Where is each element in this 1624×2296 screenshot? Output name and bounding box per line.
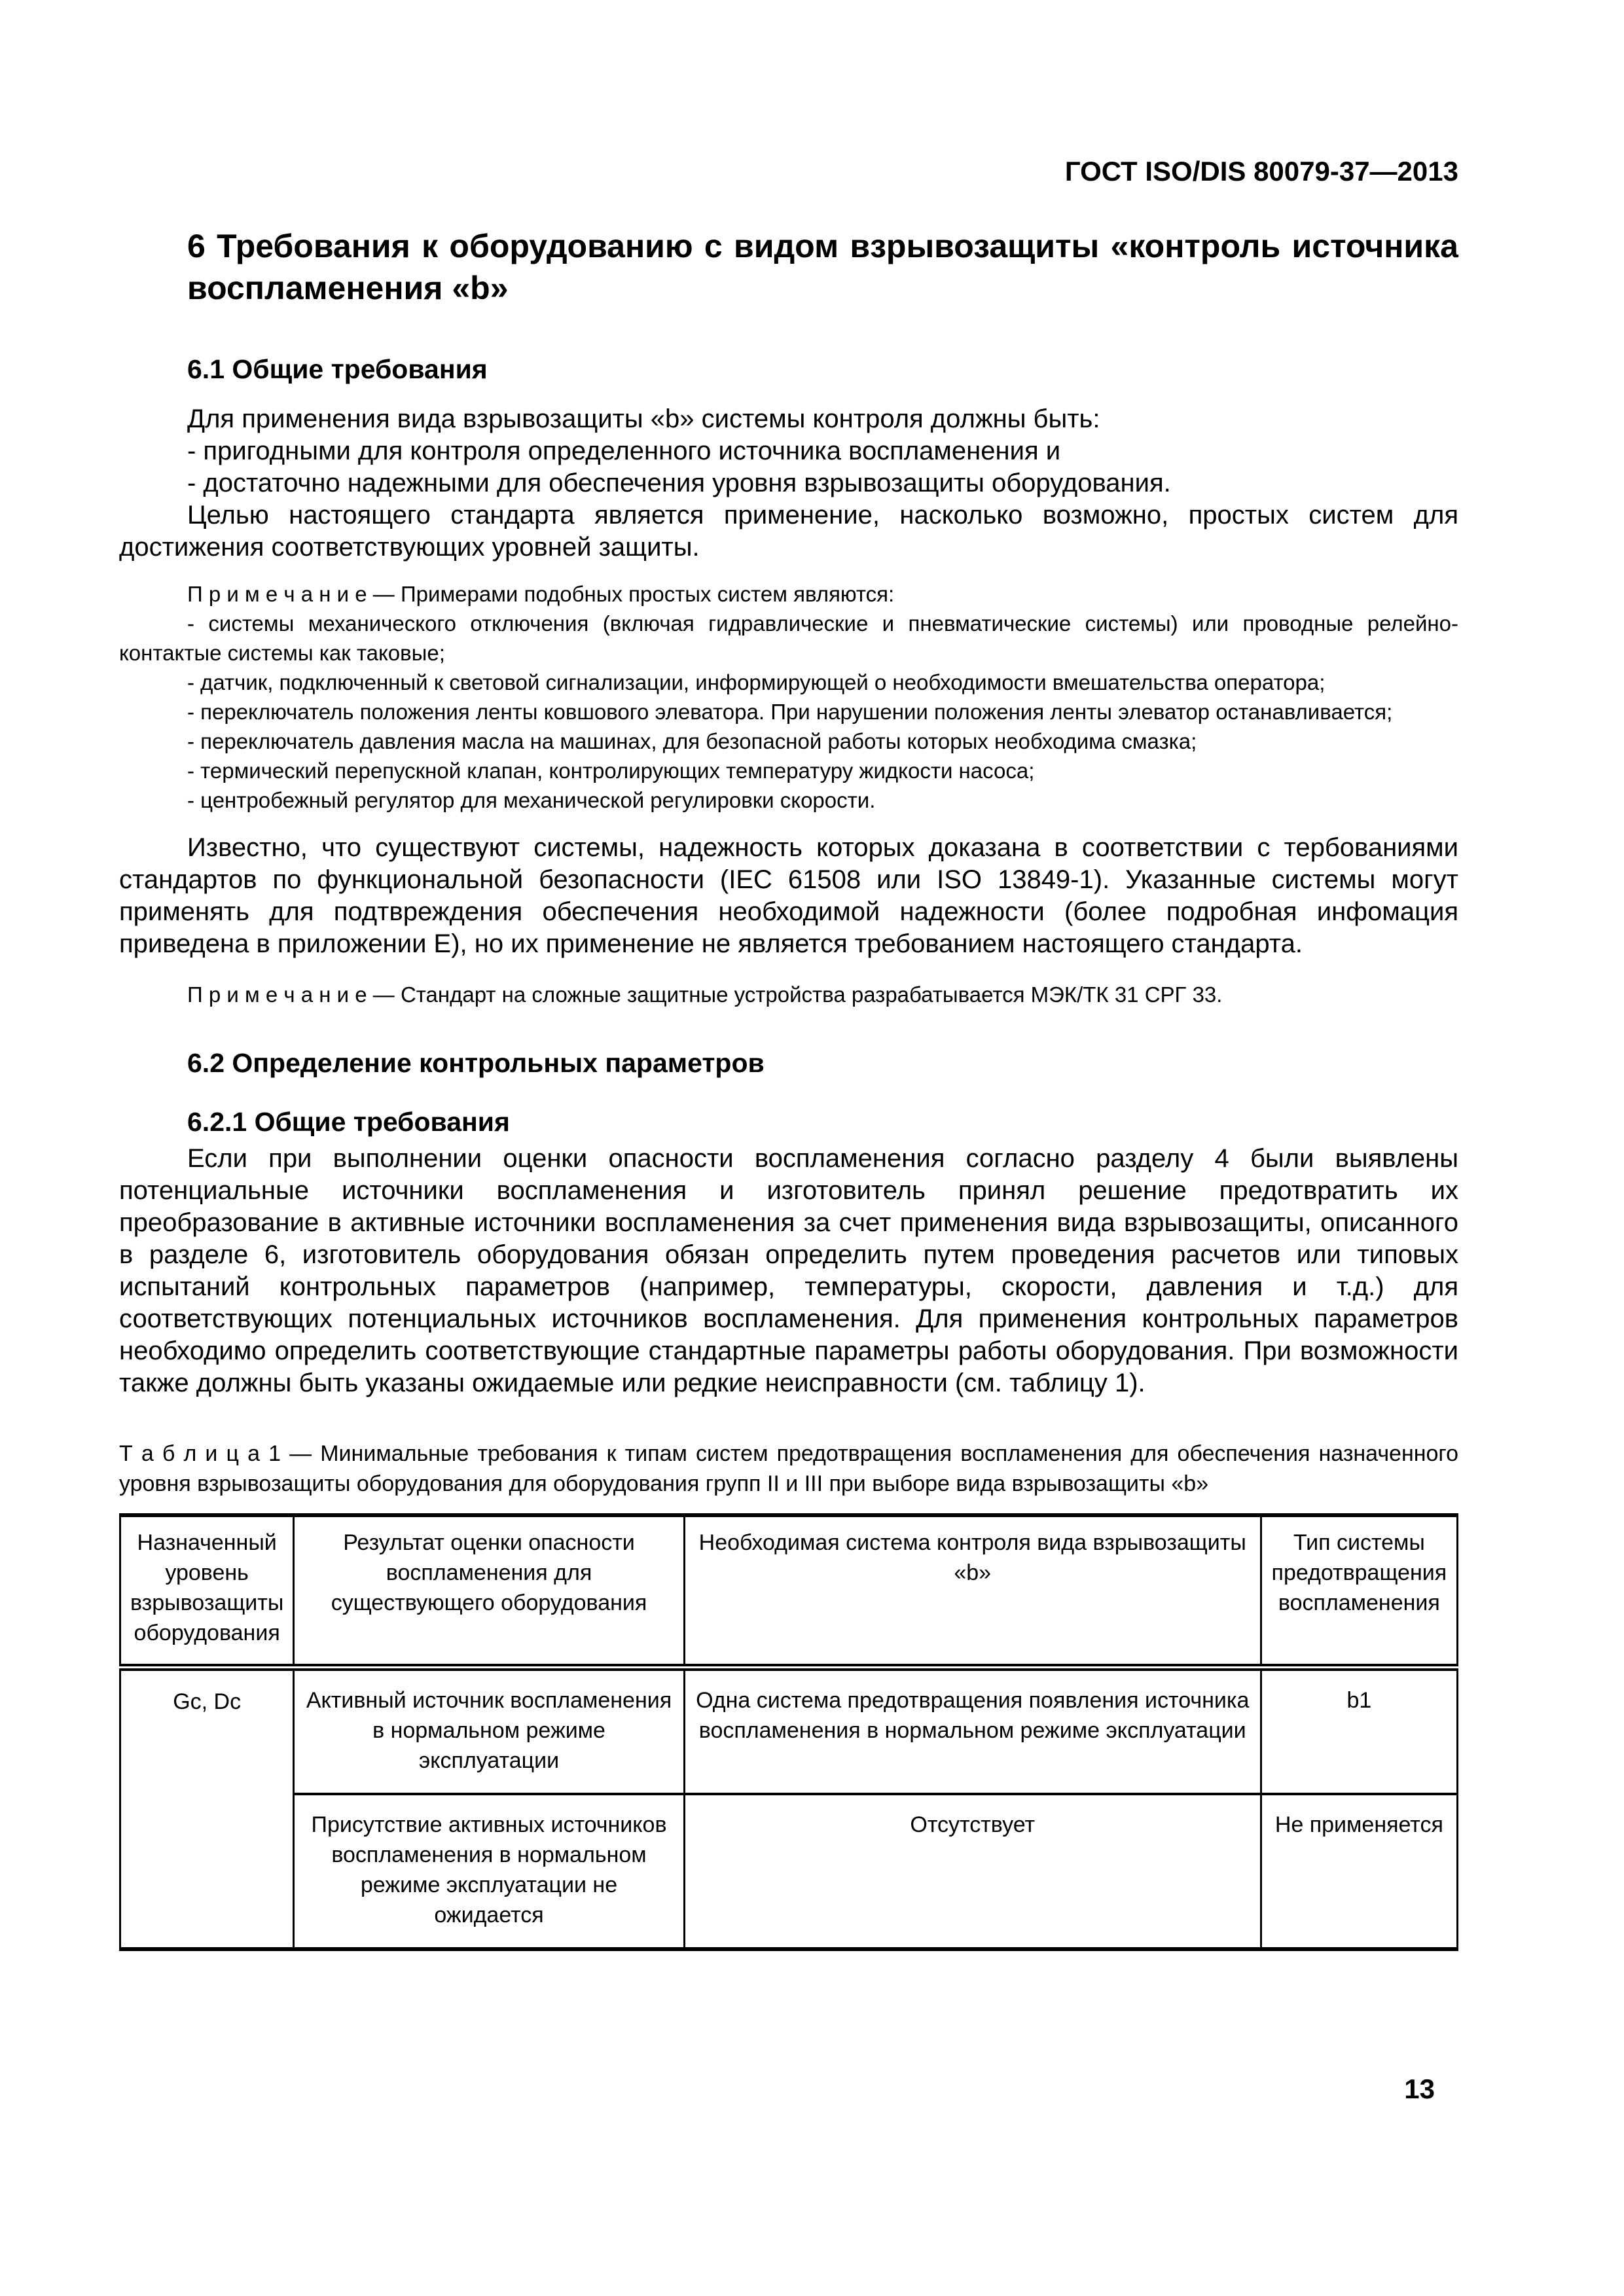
paragraph: Целью настоящего стандарта является применение, насколько возможно, простых систем для достижения соответствующих уровней защиты.	[119, 501, 1458, 562]
table-header-cell: Назначенный уровень взрывозащиты оборудования	[120, 1515, 294, 1668]
table-cell-level: Gc, Dc	[120, 1668, 294, 1950]
note-list-item: - термический перепускной клапан, контролирующих температуру жидкости насоса;	[187, 759, 1035, 783]
table-row	[120, 1794, 1458, 1949]
section-6-1-body	[119, 403, 1458, 564]
list-item: - пригодными для контроля определенного источника воспламенения и	[187, 437, 1061, 465]
note-list-item: - переключатель положения ленты ковшового элеватора. При нарушении положения ленты элеватор останавливается;	[187, 700, 1393, 724]
table-header-cell: Тип системы предотвращения воспламенения	[1261, 1515, 1457, 1668]
note-list-item: - переключатель давления масла на машинах, для безопасной работы которых необходима смазка;	[187, 729, 1197, 753]
heading-6-1: 6.1 Общие требования	[187, 354, 488, 384]
table-header-row	[120, 1515, 1458, 1668]
heading-6-2-1: 6.2.1 Общие требования	[187, 1107, 510, 1137]
table-cell-type: b1	[1261, 1668, 1457, 1795]
table-cell-system: Отсутствует	[684, 1794, 1261, 1949]
paragraph: Если при выполнении оценки опасности воспламенения согласно разделу 4 были выявлены потенциальные источники воспламенения и изготовитель принял решение предотвратить их преобразование в активные источники воспламенения за счет применения вида взрывозащиты, описанного в разделе 6, изготовитель оборудования обязан определить путем проведения расчетов или типовых испытаний контрольных параметров (например, температуры, скорости, давления и т.д.) для соответствующих потенциальных источников воспламенения. Для применения контрольных параметров необходимо определить соответствующие стандартные параметры работы оборудования. При возможности также должны быть указаны ожидаемые или редкие неисправности (см. таблицу 1).	[119, 1144, 1458, 1397]
section-6-title: 6 Требования к оборудованию с видом взрывозащиты «контроль источника воспламенения «b»	[187, 228, 1458, 306]
note-1	[119, 579, 1458, 815]
page-content	[119, 156, 1458, 1951]
table-cell-result: Присутствие активных источников воспламенения в нормальном режиме эксплуатации не ожидается	[294, 1794, 684, 1949]
heading-6-2: 6.2 Определение контрольных параметров	[187, 1048, 765, 1078]
table-cell-type: Не применяется	[1261, 1794, 1457, 1949]
table-1-caption: Т а б л и ц а 1 — Минимальные требования к типам систем предотвращения воспламенения для обеспечения назначенного уровня взрывозащиты оборудования для оборудования групп II и III при выборе вида взрывозащиты «b»	[119, 1441, 1458, 1496]
list-item: - достаточно надежными для обеспечения уровня взрывозащиты оборудования.	[187, 469, 1171, 497]
table-row	[120, 1668, 1458, 1795]
note-list-item: - центробежный регулятор для механической регулировки скорости.	[187, 788, 876, 812]
page-number: 13	[1404, 2073, 1435, 2104]
note-text: П р и м е ч а н и е — Стандарт на сложные защитные устройства разрабатывается МЭК/ТК 31 СРГ 33.	[187, 982, 1223, 1007]
table-header-cell: Результат оценки опасности воспламенения для существующего оборудования	[294, 1515, 684, 1668]
table-1	[119, 1513, 1458, 1951]
table-cell-system: Одна система предотвращения появления источника воспламенения в нормальном режиме эксплуатации	[684, 1668, 1261, 1795]
table-cell-result: Активный источник воспламенения в нормальном режиме эксплуатации	[294, 1668, 684, 1795]
note-2	[119, 980, 1458, 1009]
paragraph: Известно, что существуют системы, надежность которых доказана в соответствии с тербованиями стандартов по функциональной безопасности (IEC 61508 или ISO 13849-1). Указанные системы могут применять для подтвреждения обеспечения необходимой надежности (более подробная инфомация приведена в приложении E), но их применение не является требованием настоящего стандарта.	[119, 833, 1458, 958]
table-header-cell: Необходимая система контроля вида взрывозащиты «b»	[684, 1515, 1261, 1668]
paragraph: Для применения вида взрывозащиты «b» системы контроля должны быть:	[187, 404, 1100, 433]
note-intro: П р и м е ч а н и е — Примерами подобных простых систем являются:	[187, 582, 895, 606]
document-number-header: ГОСТ ISO/DIS 80079-37—2013	[1064, 156, 1458, 187]
note-list-item: - датчик, подключенный к световой сигнализации, информирующей о необходимости вмешательства оператора;	[187, 670, 1326, 694]
note-list-item: - системы механического отключения (включая гидравлические и пневматические системы) или проводные релейно-контактые системы как таковые;	[119, 611, 1458, 665]
